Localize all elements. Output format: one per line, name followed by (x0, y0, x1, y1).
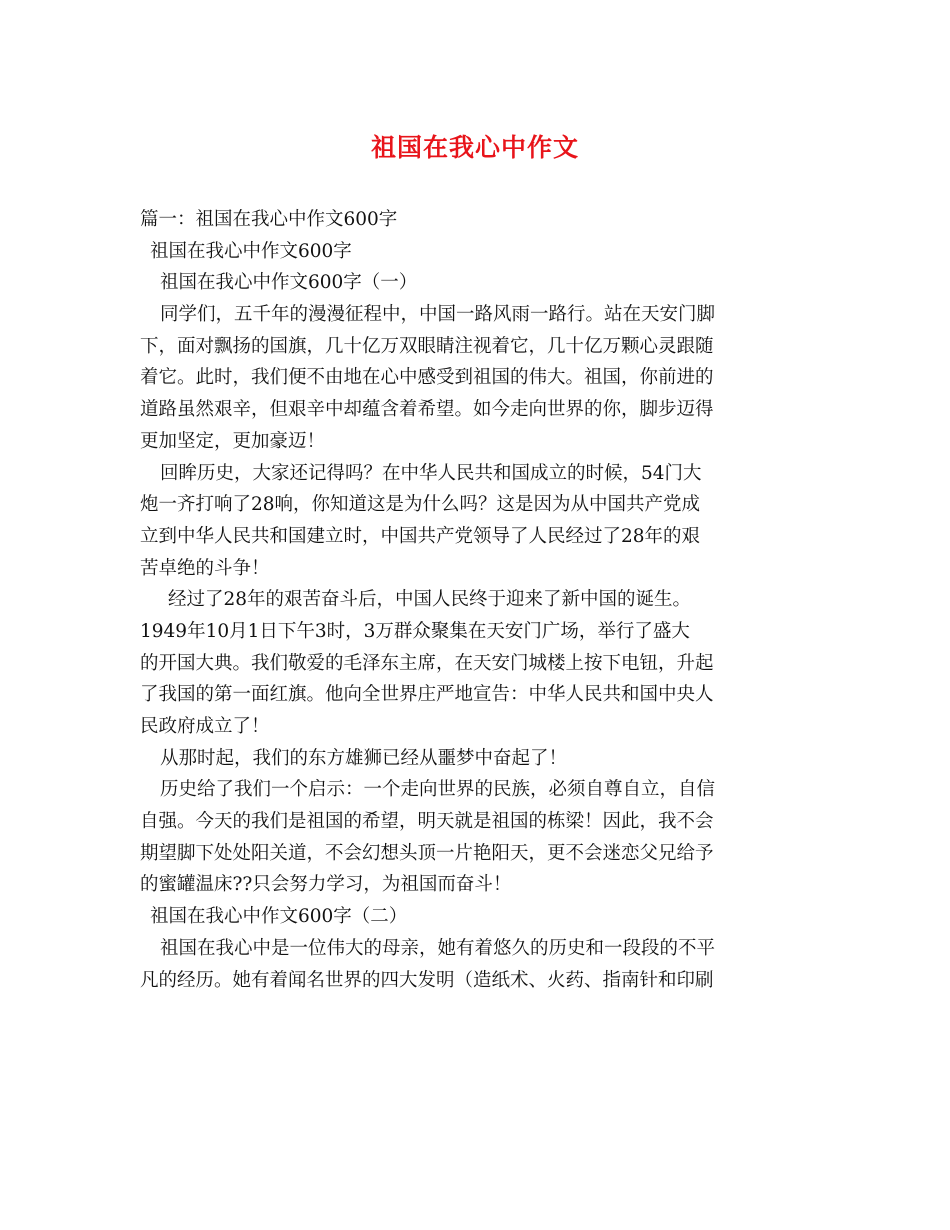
text-line: 1949年10月1日下午3时，3万群众聚集在天安门广场，举行了盛大 (140, 620, 690, 642)
text-line: 凡的经历。她有着闻名世界的四大发明（造纸术、火药、指南针和印刷 (140, 969, 714, 991)
text-line: 下，面对飘扬的国旗，几十亿万双眼睛注视着它，几十亿万颗心灵跟随 (140, 335, 714, 357)
text-line: 的开国大典。我们敬爱的毛泽东主席，在天安门城楼上按下电钮，升起 (140, 652, 714, 674)
text-line: 了我国的第一面红旗。他向全世界庄严地宣告：中华人民共和国中央人 (140, 684, 714, 706)
text-line: 期望脚下处处阳关道，不会幻想头顶一片艳阳天，更不会迷恋父兄给予 (140, 842, 714, 864)
text-line: 自强。今天的我们是祖国的希望，明天就是祖国的栋梁！因此，我不会 (140, 811, 714, 833)
document-body (140, 204, 820, 996)
text-line: 更加坚定，更加豪迈！ (140, 430, 326, 452)
text-line: 祖国在我心中是一位伟大的母亲，她有着悠久的历史和一段段的不平 (160, 937, 716, 959)
text-line: 经过了28年的艰苦奋斗后，中国人民终于迎来了新中国的诞生。 (168, 589, 692, 611)
document-title: 祖国在我心中作文 (370, 133, 579, 162)
text-line: 祖国在我心中作文600字（二） (150, 906, 408, 928)
text-line: 从那时起，我们的东方雄狮已经从噩梦中奋起了！ (160, 747, 568, 769)
text-line: 历史给了我们一个启示：一个走向世界的民族，必须自尊自立，自信 (160, 779, 716, 801)
text-line: 苦卓绝的斗争！ (140, 557, 270, 579)
text-line: 祖国在我心中作文600字 (150, 240, 352, 262)
text-line: 的蜜罐温床??只会努力学习，为祖国而奋斗！ (140, 874, 512, 896)
text-line: 民政府成立了！ (140, 716, 270, 737)
text-line: 回眸历史，大家还记得吗？在中华人民共和国成立的时候，54门大 (160, 462, 702, 484)
text-line: 炮一齐打响了28响，你知道这是为什么吗？这是因为从中国共产党成 (140, 494, 701, 516)
text-line: 立到中华人民共和国建立时，中国共产党领导了人民经过了28年的艰 (140, 525, 701, 547)
text-line: 同学们，五千年的漫漫征程中，中国一路风雨一路行。站在天安门脚 (160, 304, 716, 326)
text-line: 道路虽然艰辛，但艰辛中却蕴含着希望。如今走向世界的你，脚步迈得 (140, 399, 714, 421)
text-line: 着它。此时，我们便不由地在心中感受到祖国的伟大。祖国，你前进的 (140, 367, 714, 389)
text-line: 祖国在我心中作文600字（一） (160, 272, 418, 294)
text-line: 篇一：祖国在我心中作文600字 (140, 209, 398, 230)
